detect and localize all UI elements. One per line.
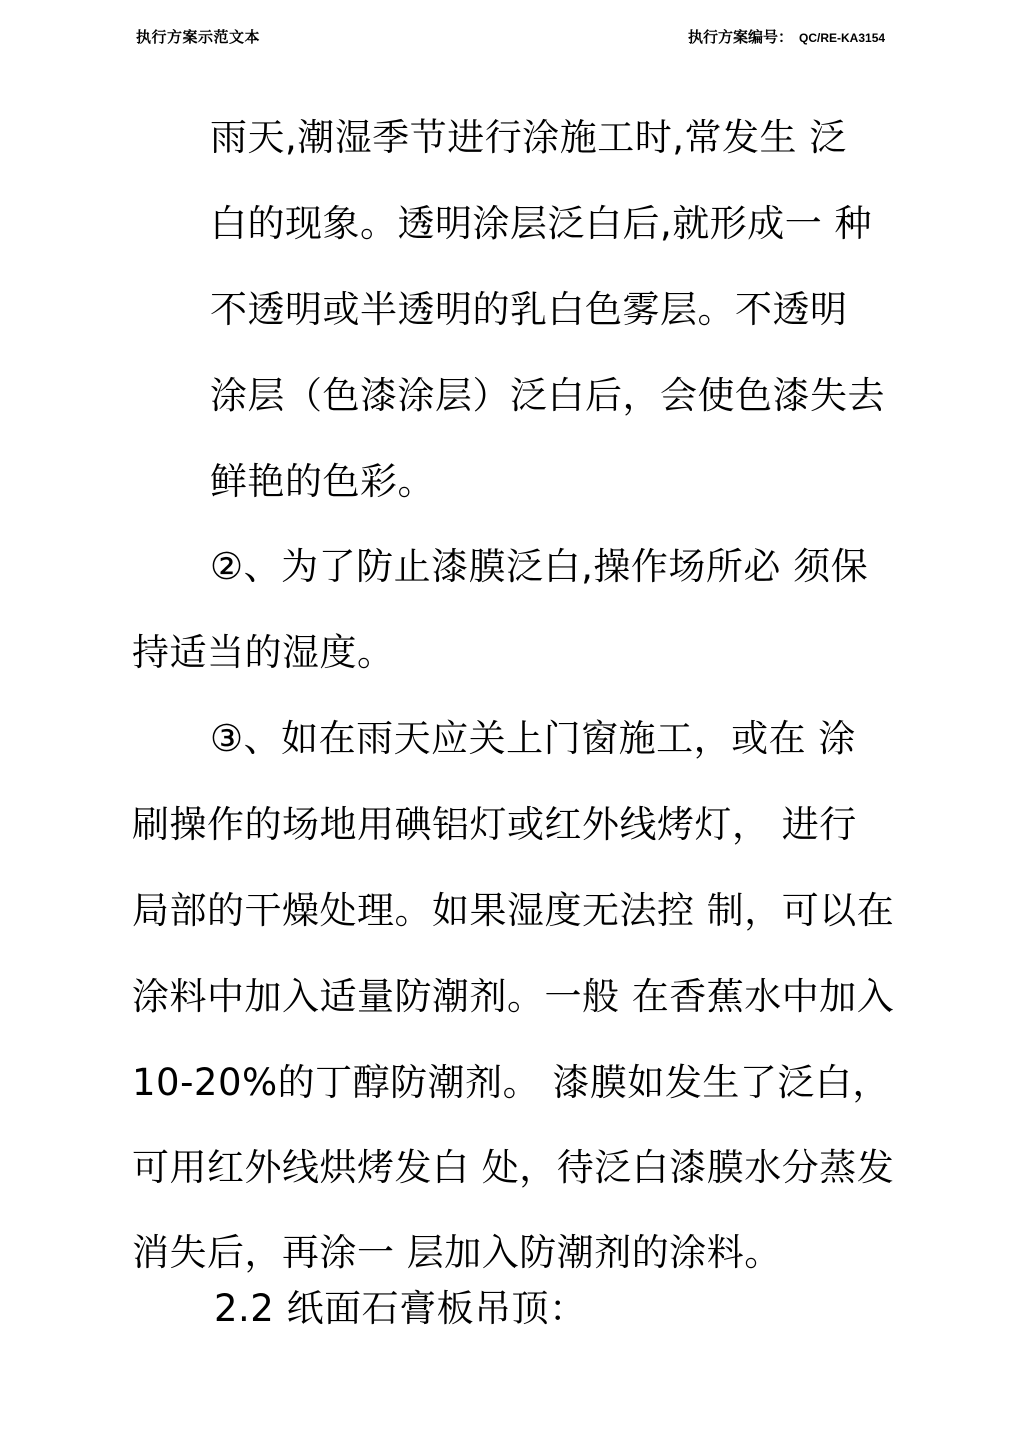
body-line: 刷操作的场地用碘铝灯或红外线烤灯， 进行 xyxy=(132,803,857,846)
header-document-title: 执行方案示范文本 xyxy=(136,28,261,46)
header-number-label: 执行方案编号： xyxy=(688,28,794,46)
body-line: 雨天,潮湿季节进行涂施工时,常发生 泛 xyxy=(210,116,847,159)
body-line: 消失后，再涂一 层加入防潮剂的涂料。 xyxy=(132,1231,782,1274)
body-line: 局部的干燥处理。如果湿度无法控 制，可以在 xyxy=(132,889,895,932)
body-line: 白的现象。透明涂层泛白后,就形成一 种 xyxy=(210,202,873,245)
body-line: 鲜艳的色彩。 xyxy=(210,460,435,503)
body-line: 10-20%的丁醇防潮剂。 漆膜如发生了泛白， xyxy=(132,1061,890,1104)
section-heading: 2.2 纸面石膏板吊顶： xyxy=(214,1287,587,1330)
header-number-code: QC/RE-KA3154 xyxy=(799,31,886,45)
header-document-number xyxy=(688,26,885,47)
body-line: ②、为了防止漆膜泛白,操作场所必 须保 xyxy=(210,545,869,588)
body-line: ③、如在雨天应关上门窗施工，或在 涂 xyxy=(210,717,856,760)
body-line: 持适当的湿度。 xyxy=(132,631,395,674)
body-line: 不透明或半透明的乳白色雾层。不透明 xyxy=(210,288,848,331)
body-line: 涂层（色漆涂层）泛白后，会使色漆失去 xyxy=(210,374,885,417)
body-line: 涂料中加入适量防潮剂。一般 在香蕉水中加入 xyxy=(132,975,895,1018)
body-line: 可用红外线烘烤发白 处，待泛白漆膜水分蒸发 xyxy=(132,1146,895,1189)
